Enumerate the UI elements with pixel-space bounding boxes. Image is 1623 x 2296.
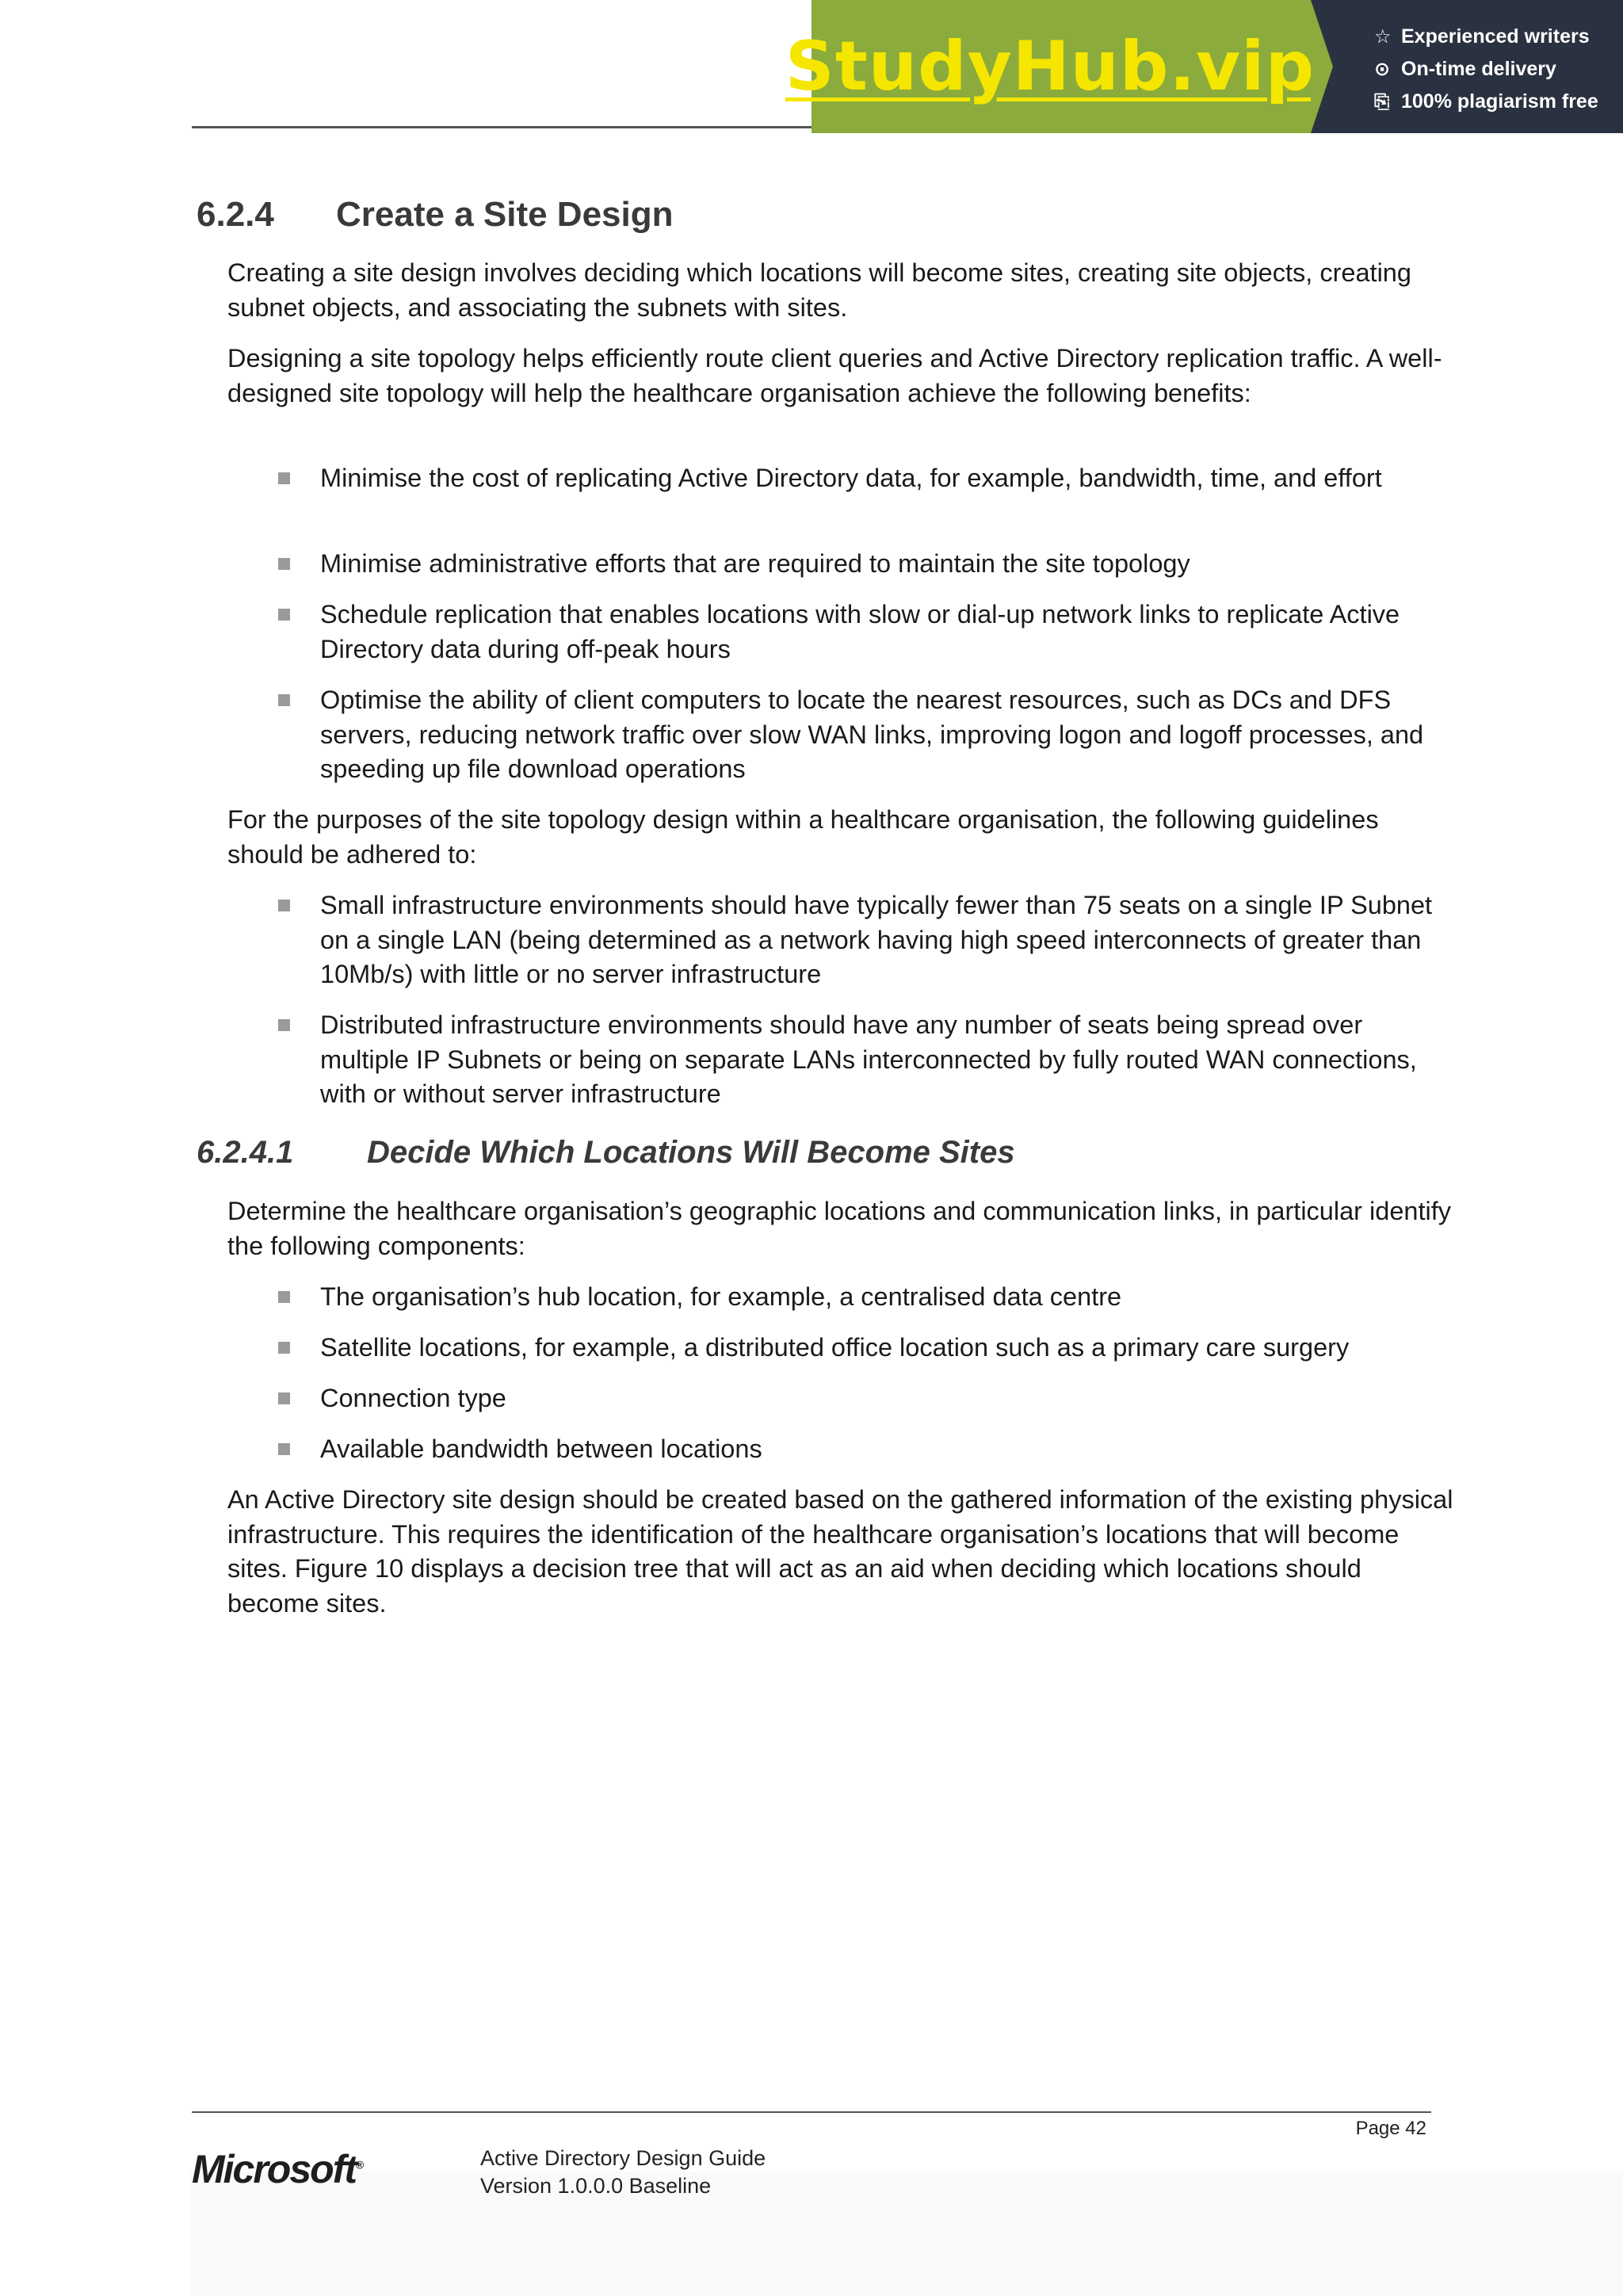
- banner-feature-label: Experienced writers: [1401, 25, 1590, 48]
- page-bottom-tint: [190, 2172, 1623, 2296]
- microsoft-logo-text: Microsoft: [192, 2147, 356, 2191]
- section-intro-paragraph: Creating a site design involves deciding which locations will become sites, creating site objects, creating subnet objects, and associating the subnets with sites.: [227, 258, 1411, 322]
- guidelines-paragraph: For the purposes of the site topology design within a healthcare organisation, the following guidelines should be adhered to:: [227, 805, 1379, 869]
- list-item: Distributed infrastructure environments should have any number of seats being spread over multiple IP Subnets or being on separate LANs interconnected by fully routed WAN connections, with or without server infrastructure: [320, 1008, 1445, 1112]
- list-item: Small infrastructure environments should have typically fewer than 75 seats on a single IP Subnet on a single LAN (being determined as a network having high speed interconnects of greater than 10Mb/s) with little or no server infrastructure: [320, 888, 1445, 992]
- banner-feature-delivery: [1374, 53, 1623, 86]
- subsection-number: 6.2.4.1: [197, 1135, 294, 1170]
- list-item: Minimise administrative efforts that are required to maintain the site topology: [320, 547, 1445, 582]
- footer-doc-title: Active Directory Design Guide: [480, 2146, 766, 2170]
- section-number: 6.2.4: [197, 195, 274, 234]
- clock-icon: ⊙: [1374, 59, 1391, 80]
- list-item: Satellite locations, for example, a distributed office location such as a primary care surgery: [320, 1331, 1445, 1366]
- footer-doc-version: Version 1.0.0.0 Baseline: [480, 2174, 712, 2198]
- footer-doc-info: [480, 2145, 766, 2200]
- banner-feature-writers: [1374, 21, 1623, 53]
- list-item: Connection type: [320, 1381, 1445, 1416]
- subsection-heading: [197, 1135, 1015, 1171]
- studyhub-logo[interactable]: [785, 0, 1316, 133]
- banner-feature-label: On-time delivery: [1401, 58, 1556, 80]
- studyhub-banner[interactable]: [785, 0, 1623, 133]
- subsection-intro-paragraph: Determine the healthcare organisation’s geographic locations and communication links, in particular identify the following components:: [227, 1197, 1452, 1260]
- closing-paragraph: An Active Directory site design should be created based on the gathered information of the existing physical infrastructure. This requires the identification of the healthcare organisation’s locations that will become sites. Figure 10 displays a decision tree that will act as an aid when deciding which locations should become sites.: [227, 1485, 1453, 1618]
- list-item: Minimise the cost of replicating Active Directory data, for example, bandwidth, time, and effort: [320, 461, 1445, 496]
- banner-feature-label: 100% plagiarism free: [1401, 90, 1598, 113]
- section-heading: [197, 195, 674, 235]
- list-item: Optimise the ability of client computers to locate the nearest resources, such as DCs and DFS servers, reducing network traffic over slow WAN links, improving logon and logoff processes, and speeding up file download operations: [320, 683, 1445, 787]
- subsection-title: Decide Which Locations Will Become Sites: [367, 1135, 1015, 1170]
- section-title: Create a Site Design: [336, 195, 674, 234]
- list-item: The organisation’s hub location, for example, a centralised data centre: [320, 1280, 1445, 1315]
- footer-rule: [192, 2111, 1431, 2113]
- microsoft-logo: Microsoft®: [192, 2147, 365, 2191]
- banner-feature-plagiarism: [1374, 86, 1623, 118]
- list-item: Schedule replication that enables locations with slow or dial-up network links to replicate Active Directory data during off-peak hours: [320, 598, 1445, 667]
- header-rule: [192, 126, 815, 128]
- banner-features: [1311, 0, 1623, 133]
- list-item: Available bandwidth between locations: [320, 1432, 1445, 1467]
- page-number: Page 42: [1355, 2118, 1426, 2139]
- star-outline-icon: ☆: [1374, 26, 1392, 48]
- copy-check-icon: ⎘: [1374, 90, 1390, 113]
- topology-paragraph: Designing a site topology helps efficiently route client queries and Active Directory replication traffic. A well-designed site topology will help the healthcare organisation achieve the following benefits:: [227, 344, 1442, 407]
- studyhub-logo-text: StudyHub.vip: [785, 27, 1316, 106]
